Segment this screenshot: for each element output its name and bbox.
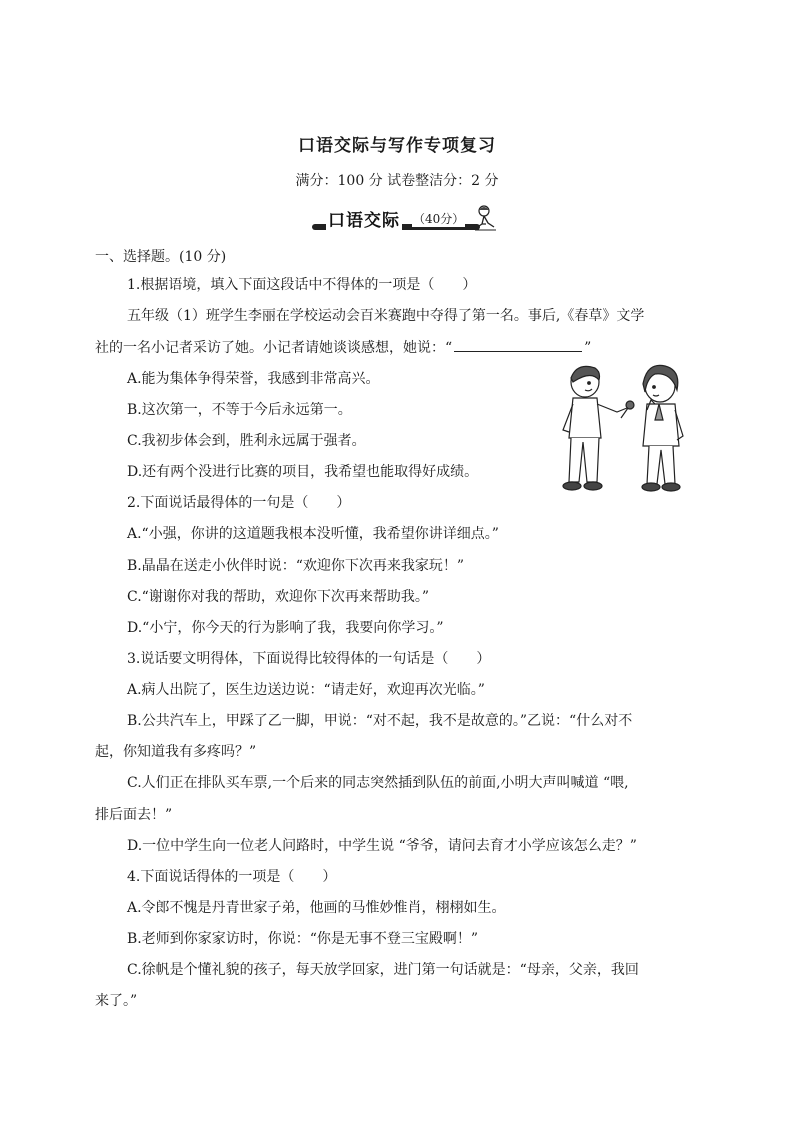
q1-context-text: 社的一名小记者采访了她。小记者请她谈谈感想，她说：“ [95,340,453,356]
q1-stem: 1.根据语境，填入下面这段话中不得体的一项是（ ） [127,277,477,293]
q4-option-b: B.老师到你家家访时，你说：“你是无事不登三宝殿啊！” [127,931,479,947]
cartoon-figure-icon [472,204,498,232]
q1-option-c: C.我初步体会到，胜利永远属于强者。 [127,433,366,449]
q2-option-c: C.“谢谢你对我的帮助，欢迎你下次再来帮助我。” [127,589,429,605]
q1-context-line1: 五年级（1）班学生李丽在学校运动会百米赛跑中夺得了第一名。事后,《春草》文学 [127,308,645,324]
q3-option-c-line2: 排后面去！” [95,807,173,823]
q2-stem: 2.下面说话最得体的一句是（ ） [127,495,351,511]
page-title: 口语交际与写作专项复习 [298,136,496,156]
q1-context-line2 [95,337,591,358]
section-banner [312,204,497,234]
q2-option-b: B.晶晶在送走小伙伴时说：“欢迎你下次再来我家玩！” [127,558,465,574]
q3-option-d: D.一位中学生向一位老人问路时，中学生说 “爷爷，请问去育才小学应该怎么走？” [127,838,637,854]
banner-score: （40分） [413,212,465,226]
interview-illustration [555,360,705,495]
answer-blank [454,337,582,352]
page-subtitle: 满分：100 分 试卷整洁分：2 分 [295,173,499,189]
q3-option-b-line1: B.公共汽车上，甲踩了乙一脚，甲说：“对不起，我不是故意的。”乙说：“什么对不 [127,713,633,729]
q1-option-a: A.能为集体争得荣誉，我感到非常高兴。 [127,371,380,387]
banner-title: 口语交际 [326,206,402,231]
part-heading: 一、选择题。(10 分) [95,249,227,265]
q3-option-a: A.病人出院了，医生边送边说：“请走好，欢迎再次光临。” [127,682,485,698]
q1-context-close: ” [584,340,592,356]
q1-option-b: B.这次第一，不等于今后永远第一。 [127,402,352,418]
q3-option-c-line1: C.人们正在排队买车票,一个后来的同志突然插到队伍的前面,小明大声叫喊道 “喂, [127,775,629,791]
q4-stem: 4.下面说话得体的一项是（ ） [127,869,337,885]
girl-figure [642,365,683,491]
q1-option-d: D.还有两个没进行比赛的项目，我希望也能取得好成绩。 [127,464,479,480]
boy-figure [563,366,634,490]
q4-option-c-line2: 来了。” [95,993,138,1009]
q2-option-d: D.“小宁，你今天的行为影响了我，我要向你学习。” [127,620,444,636]
q4-option-c-line1: C.徐帆是个懂礼貌的孩子，每天放学回家，进门第一句话就是：“母亲，父亲，我回 [127,962,639,978]
q3-option-b-line2: 起，你知道我有多疼吗？” [95,744,257,760]
q2-option-a: A.“小强，你讲的这道题我根本没听懂，我希望你讲详细点。” [127,526,499,542]
q3-stem: 3.说话要文明得体，下面说得比较得体的一句话是（ ） [127,651,491,667]
q4-option-a: A.令郎不愧是丹青世家子弟，他画的马惟妙惟肖，栩栩如生。 [127,900,506,916]
